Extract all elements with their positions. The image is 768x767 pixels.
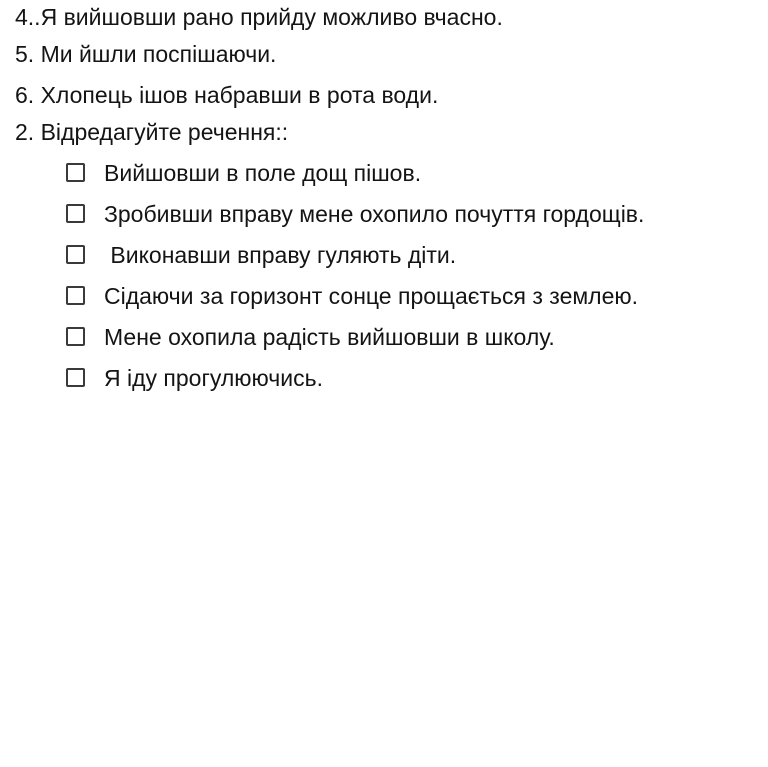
checklist-item[interactable]: [66, 234, 766, 275]
checklist-item-text: Вийшовши в поле дощ пішов.: [104, 159, 422, 186]
sentence-5: 5. Ми йшли поспішаючи.: [15, 41, 277, 67]
checklist-item-text: Виконавши вправу гуляють діти.: [104, 241, 457, 268]
checklist-item[interactable]: [66, 316, 766, 357]
checklist-item[interactable]: [66, 357, 766, 398]
checklist-item[interactable]: [66, 193, 766, 234]
checklist-item[interactable]: [66, 152, 766, 193]
checklist: [66, 152, 766, 398]
checklist-item-text: Мене охопила радість вийшовши в школу.: [104, 323, 555, 350]
sentence-4: 4..Я вийшовши рано прийду можливо вчасно.: [15, 4, 503, 30]
checkbox-icon[interactable]: [66, 368, 85, 387]
checkbox-icon[interactable]: [66, 286, 85, 305]
checkbox-icon[interactable]: [66, 204, 85, 223]
checklist-item-text: Сідаючи за горизонт сонце прощається з землею.: [104, 282, 639, 309]
checkbox-icon[interactable]: [66, 163, 85, 182]
checkbox-icon[interactable]: [66, 245, 85, 264]
checklist-item-text: Зробивши вправу мене охопило почуття гордощів.: [104, 200, 645, 227]
checklist-item[interactable]: [66, 275, 766, 316]
checkbox-icon[interactable]: [66, 327, 85, 346]
checklist-item-text: Я іду прогулюючись.: [104, 364, 323, 391]
sentence-6: 6. Хлопець ішов набравши в рота води.: [15, 82, 439, 108]
task-2-heading: 2. Відредагуйте речення::: [15, 119, 289, 145]
